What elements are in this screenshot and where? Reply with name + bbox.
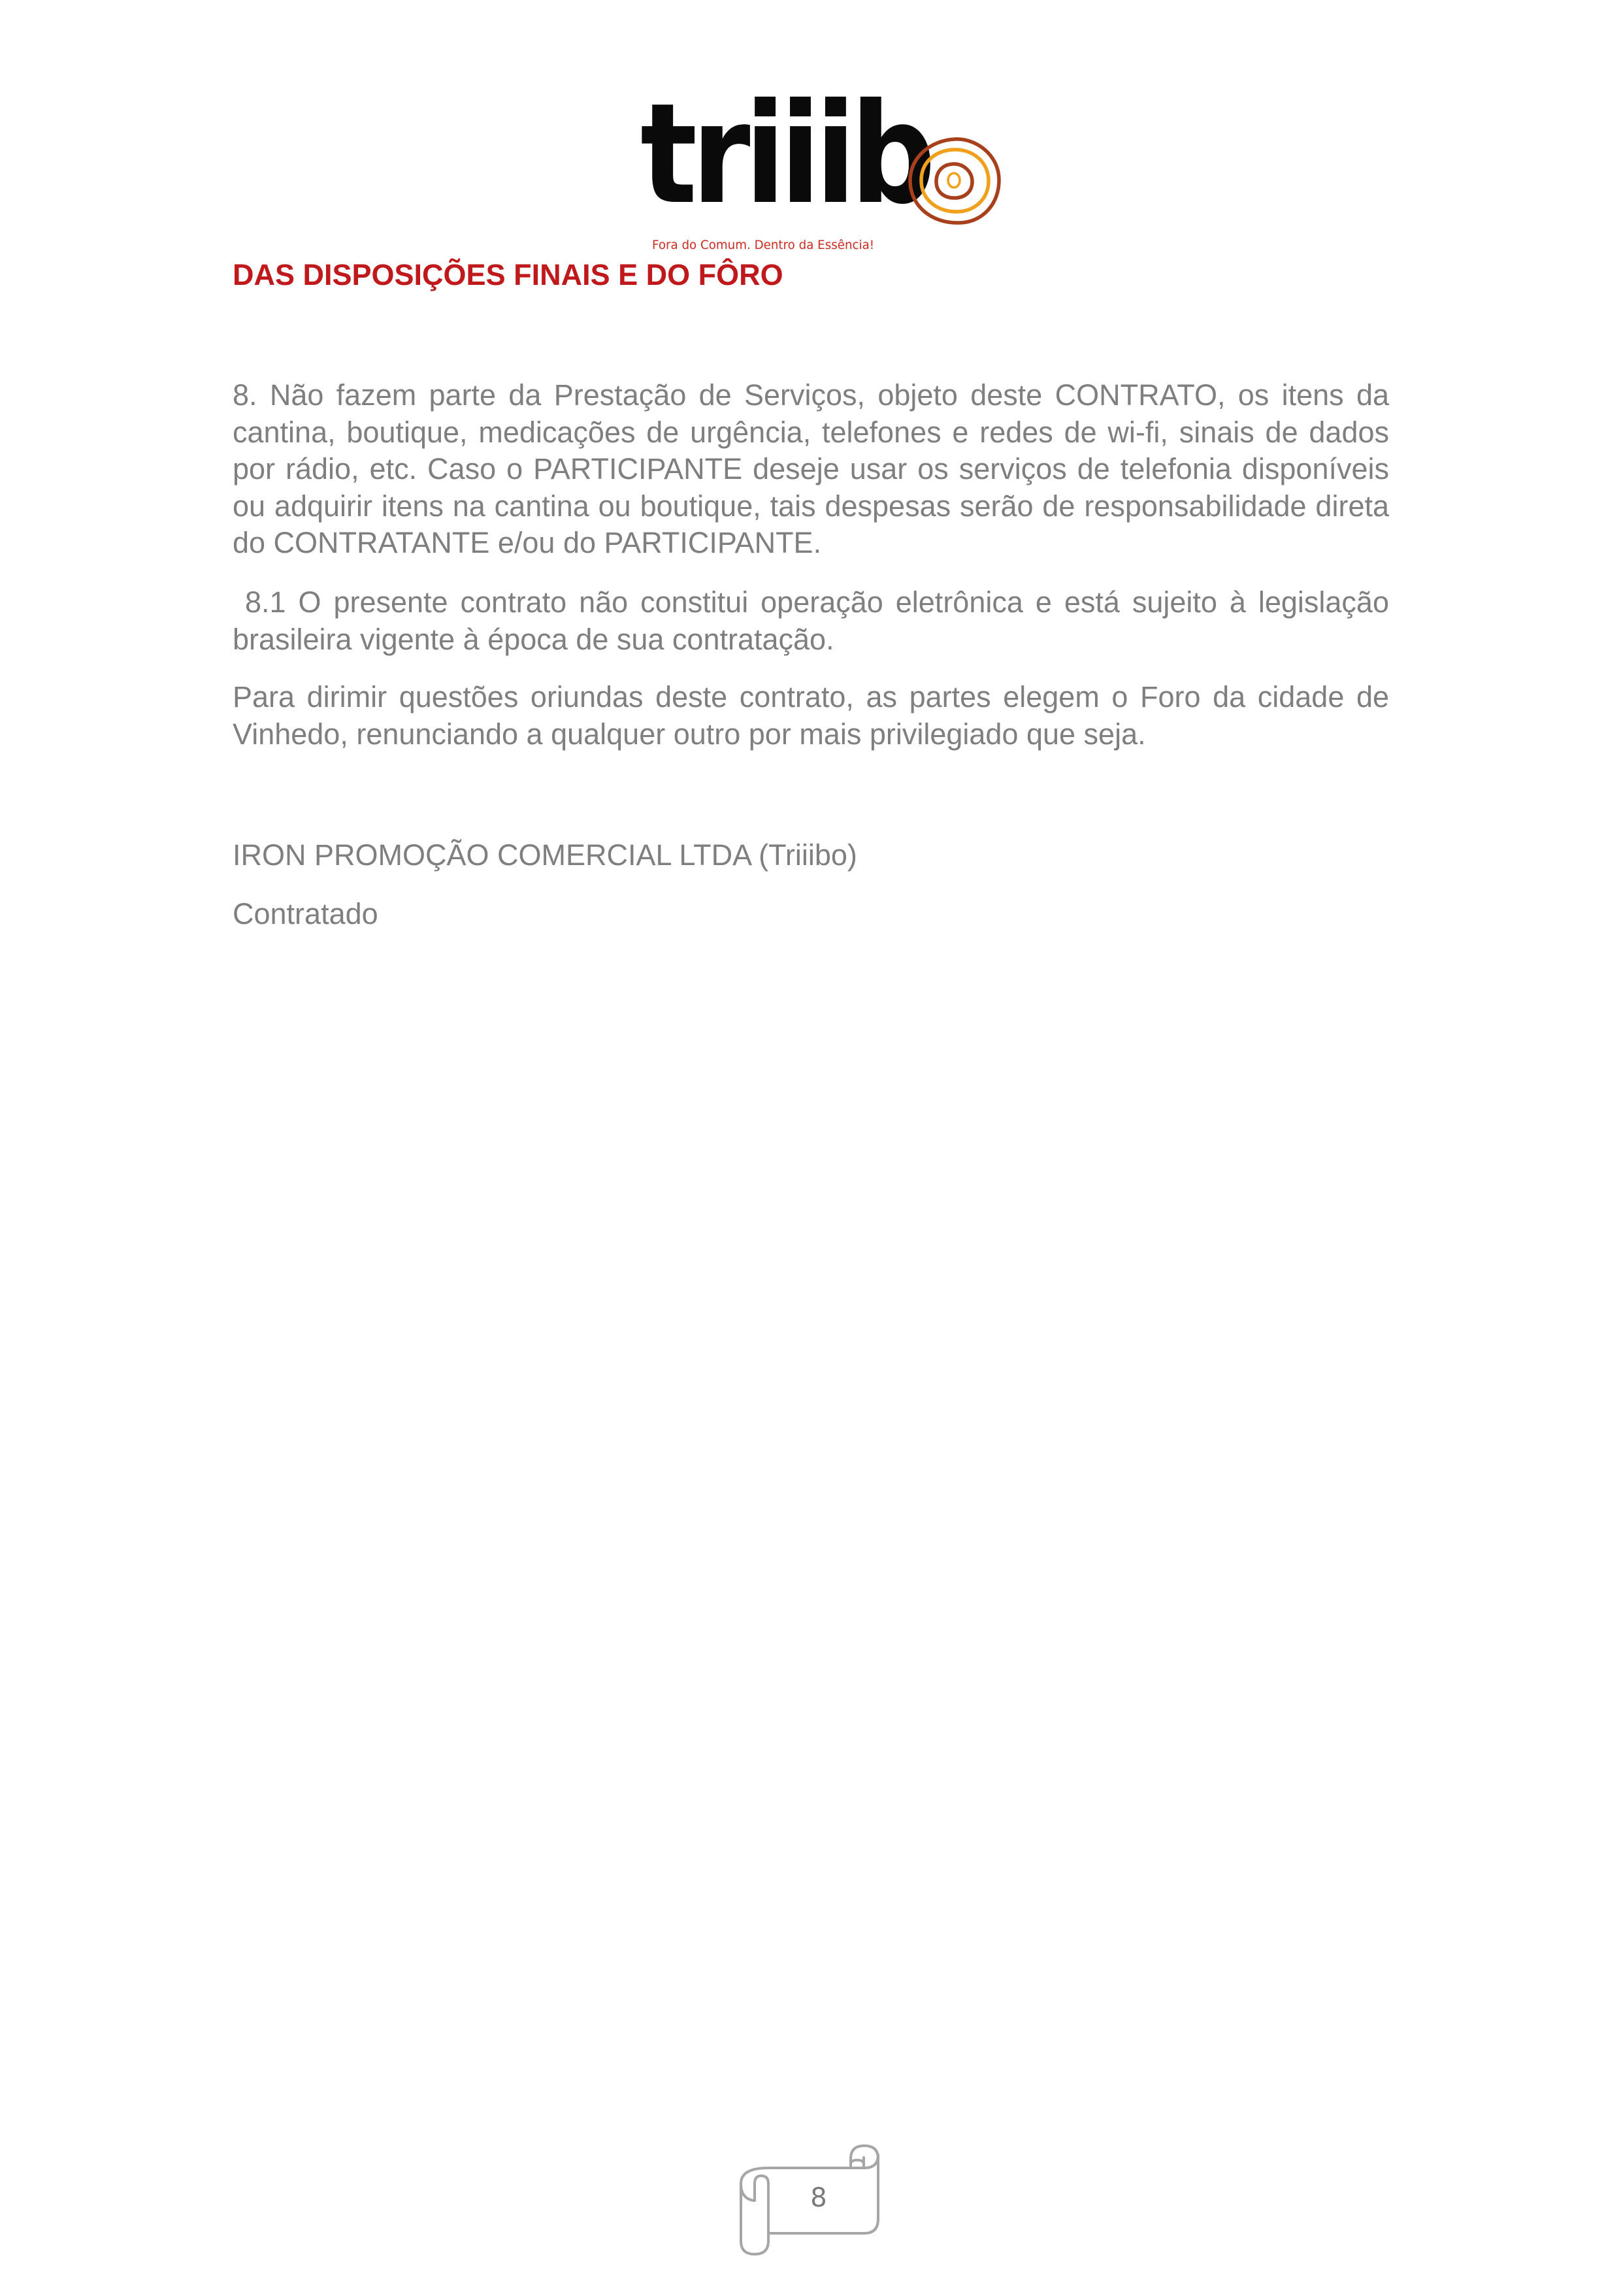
signature-role: Contratado xyxy=(233,897,378,930)
clause-8-1-paragraph: 8.1 O presente contrato não constitui operação eletrônica e está sujeito à legislação brasileira vigente à época de sua contratação. xyxy=(233,585,1398,656)
triiibo-logo xyxy=(640,73,1006,261)
signature-company: IRON PROMOÇÃO COMERCIAL LTDA (Triiibo) xyxy=(233,838,857,872)
concentric-rings-icon xyxy=(907,136,1002,226)
logo-tagline: Fora do Comum. Dentro da Essência! xyxy=(652,238,875,252)
clause-8-paragraph: 8. Não fazem parte da Prestação de Serviços, objeto deste CONTRATO, os itens da cantina, boutique, medicações de urgência, telefones e redes de wi-fi, sinais de dados por rádio, etc. Caso o PARTICIPANTE deseje usar os serviços de telefonia disponíveis ou adquirir itens na cantina ou boutique, tais despesas serão de responsabilidade direta do CONTRATANTE e/ou do PARTICIPANTE. xyxy=(233,378,1389,559)
page-number: 8 xyxy=(810,2183,827,2213)
section-heading: DAS DISPOSIÇÕES FINAIS E DO FÔRO xyxy=(233,258,783,291)
jurisdiction-paragraph: Para dirimir questões oriundas deste contrato, as partes elegem o Foro da cidade de Vinhedo, renunciando a qualquer outro por mais privilegiado que seja. xyxy=(233,680,1389,751)
logo-wordmark: triiib xyxy=(640,73,930,235)
